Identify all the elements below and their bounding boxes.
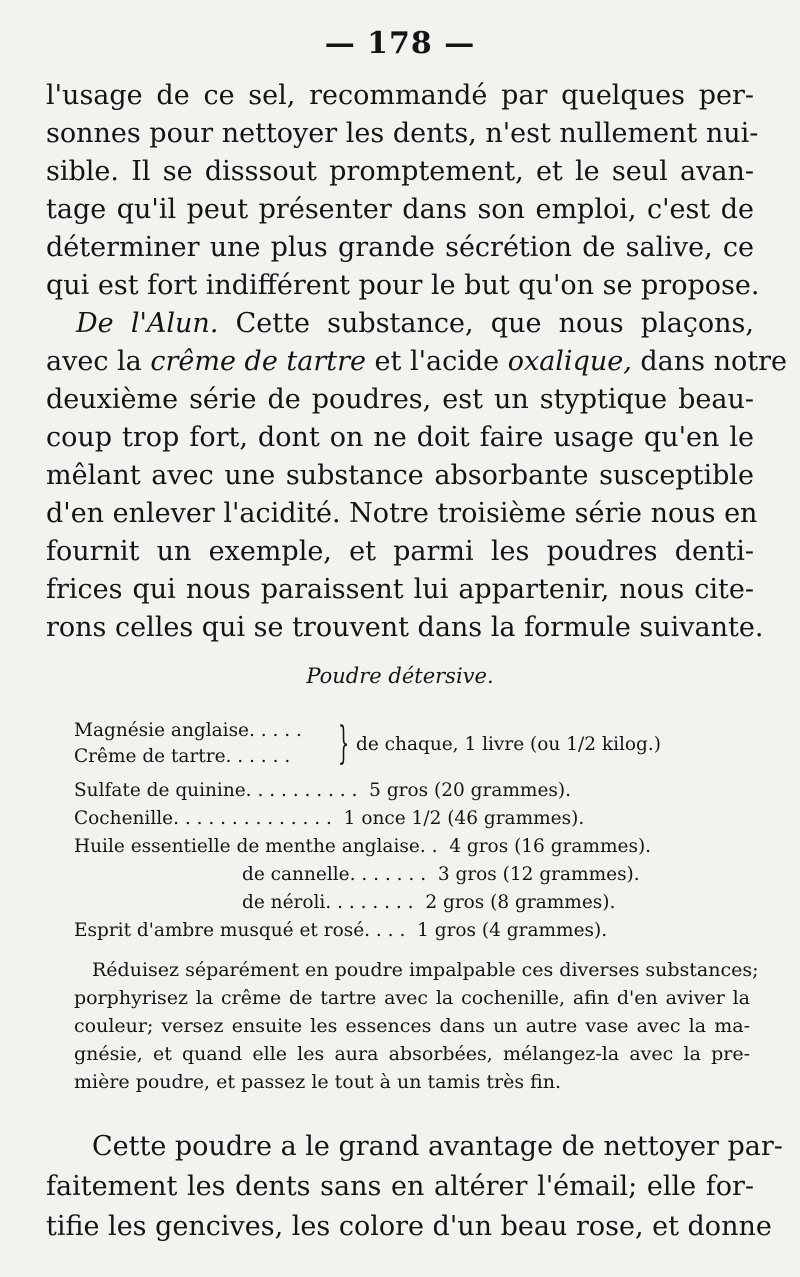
text-span: dans notre [631, 346, 787, 377]
text-line: coup trop fort, dont on ne doit faire usage qu'en le [46, 422, 754, 453]
recipe-ingredient: Crême de tartre. . . . . . [74, 746, 291, 767]
recipe-ingredient: Cochenille. . . . . . . . . . . . . . 1 once 1/2 (46 grammes). [74, 808, 585, 829]
text-line: porphyrisez la crême de tartre avec la cochenille, afin d'en aviver la [74, 987, 750, 1009]
text-line: frices qui nous paraissent lui appartenir, nous cite- [46, 574, 754, 605]
recipe-title: Poudre détersive. [306, 664, 494, 688]
text-line: Réduisez séparément en poudre impalpable ces diverses substances; [92, 959, 759, 981]
italic-term: oxalique, [507, 346, 632, 377]
text-line: qui est fort indifférent pour le but qu'on se propose. [46, 270, 760, 301]
text-line [46, 342, 787, 382]
text-line: mêlant avec une substance absorbante susceptible [46, 460, 754, 491]
text-line: mière poudre, et passez le tout à un tamis très fin. [74, 1071, 562, 1093]
text-line: l'usage de ce sel, recommandé par quelques per- [46, 80, 754, 111]
text-span: avec la [46, 346, 151, 377]
italic-term: crême de tartre [150, 346, 366, 377]
recipe-ingredient: Huile essentielle de menthe anglaise. . 4 gros (16 grammes). [74, 836, 652, 857]
text-line: sonnes pour nettoyer les dents, n'est nullement nui- [46, 118, 759, 149]
recipe-ingredient: Magnésie anglaise. . . . . [74, 720, 302, 741]
text-line: sible. Il se disssout promptement, et le seul avan- [46, 156, 754, 187]
page-number: — 178 — [324, 26, 476, 61]
section-heading-alun: De l'Alun. [76, 308, 219, 339]
text-line [76, 304, 754, 344]
text-line: Cette poudre a le grand avantage de nettoyer par- [92, 1131, 783, 1162]
recipe-ingredient: Sulfate de quinine. . . . . . . . . . 5 gros (20 grammes). [74, 780, 572, 801]
text-span: et l'acide [365, 346, 508, 377]
recipe-ingredient: Esprit d'ambre musqué et rosé. . . . 1 gros (4 grammes). [74, 920, 608, 941]
text-line: fournit un exemple, et parmi les poudres denti- [46, 536, 754, 567]
text-line: gnésie, et quand elle les aura absorbées, mélangez-la avec la pre- [74, 1043, 750, 1065]
text-line: faitement les dents sans en altérer l'émail; elle for- [46, 1171, 754, 1202]
text-line: rons celles qui se trouvent dans la formule suivante. [46, 612, 764, 643]
text-line: deuxième série de poudres, est un styptique beau- [46, 384, 754, 415]
recipe-ingredient: de cannelle. . . . . . . 3 gros (12 grammes). [242, 864, 640, 885]
text-line: tage qu'il peut présenter dans son emploi, c'est de [46, 194, 754, 225]
text-line: déterminer une plus grande sécrétion de salive, ce [46, 232, 754, 263]
brace-icon: } [338, 718, 350, 769]
recipe-amount: de chaque, 1 livre (ou 1/2 kilog.) [356, 734, 661, 755]
text-line: couleur; versez ensuite les essences dans un autre vase avec la ma- [74, 1015, 750, 1037]
text-line: d'en enlever l'acidité. Notre troisième série nous en [46, 498, 758, 529]
text-line: tifie les gencives, les colore d'un beau rose, et donne [46, 1211, 772, 1242]
recipe-ingredient: de néroli. . . . . . . . 2 gros (8 grammes). [242, 892, 616, 913]
text-span: Cette substance, que nous plaçons, [218, 308, 754, 339]
